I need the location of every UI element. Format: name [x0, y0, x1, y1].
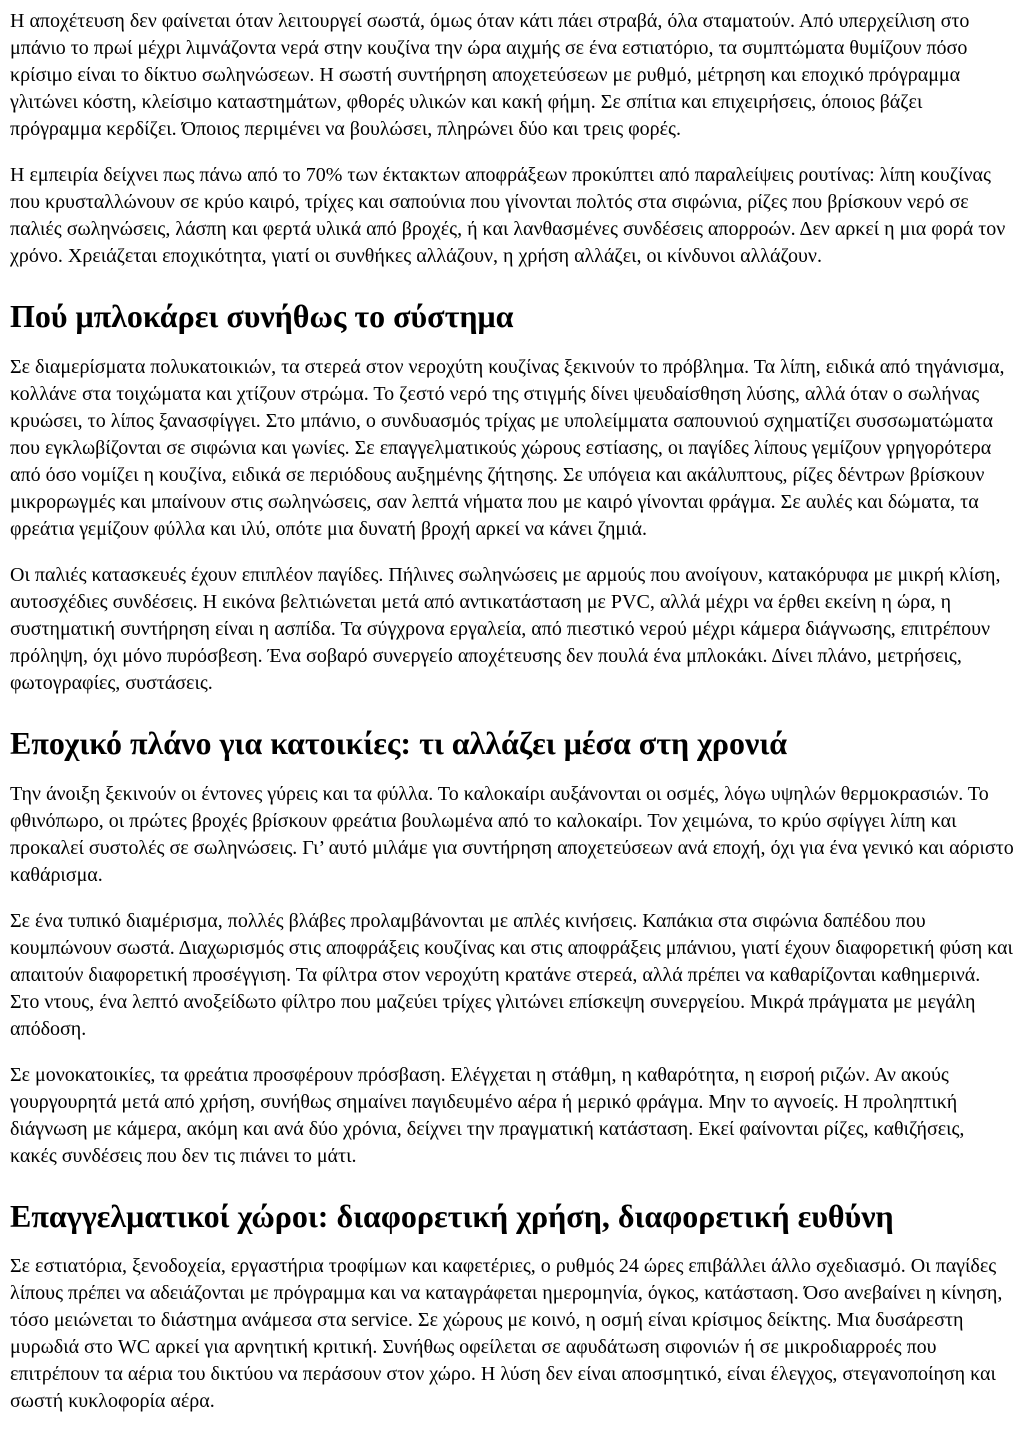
- paragraph-old-constructions: Οι παλιές κατασκευές έχουν επιπλέον παγίδες. Πήλινες σωληνώσεις με αρμούς που ανοίγουν, κατακόρυφα με μικρή κλίση, αυτοσχέδιες συνδέσεις. Η εικόνα βελτιώνεται μετά από αντικατάσταση με PVC, αλλά μέχρι να έρθει εκείνη η ώρα, η συστηματική συντήρηση είναι η ασπίδα. Τα σύγχρονα εργαλεία, από πιεστικό νερού μέχρι κάμερα διάγνωσης, επιτρέπουν πρόληψη, όχι μόνο πυρόσβεση. Ένα σοβαρό συνεργείο αποχέτευσης δεν πουλά ένα μπλοκάκι. Δίνει πλάνο, μετρήσεις, φωτογραφίες, συστάσεις.: [10, 563, 1001, 694]
- intro-paragraph-2: Η εμπειρία δείχνει πως πάνω από το 70% των έκτακτων αποφράξεων προκύπτει από παραλείψεις ρουτίνας: λίπη κουζίνας που κρυσταλλώνουν σε κρύο καιρό, τρίχες και σαπούνια που γίνονται πολτός στα σιφώνια, ρίζες που βρίσκουν νερό σε παλιές σωληνώσεις, λάσπη και φερτά υλικά από βροχές, ή και λανθασμένες συνδέσεις απορροών. Δεν αρκεί η μια φορά τον χρόνο. Χρειάζεται εποχικότητα, γιατί οι συνθήκες αλλάζουν, η χρήση αλλάζει, οι κίνδυνοι αλλάζουν.: [10, 164, 1006, 267]
- paragraph-detached-houses: Σε μονοκατοικίες, τα φρεάτια προσφέρουν πρόσβαση. Ελέγχεται η στάθμη, η καθαρότητα, η εισροή ριζών. Αν ακούς γουργουρητά μετά από χρήση, συνήθως σημαίνει παγιδευμένο αέρα ή μερικό φράγμα. Μην το αγνοείς. Η προληπτική διάγνωση με κάμερα, ακόμη και ανά δύο χρόνια, δείχνει την πραγματική κατάσταση. Εκεί φαίνονται ρίζες, καθιζήσεις, κακές συνδέσεις που δεν τις πιάνει το μάτι.: [10, 1063, 965, 1167]
- paragraph-apartment-blockages: Σε διαμερίσματα πολυκατοικιών, τα στερεά στον νεροχύτη κουζίνας ξεκινούν το πρόβλημα. Τα λίπη, ειδικά από τηγάνισμα, κολλάνε στα τοιχώματα και χτίζουν στρώμα. Το ζεστό νερό της στιγμής δίνει ψευδαίσθηση λύσης, αλλά όταν ο σωλήνας κρυώσει, το λίπος ξανασφίγγει. Στο μπάνιο, ο συνδυασμός τρίχας με υπολείμματα σαπουνιού σχηματίζει συσσωματώματα που εγκλωβίζονται σε σιφώνια και γωνίες. Σε επαγγελματικούς χώρους εστίασης, οι παγίδες λίπους γεμίζουν γρηγορότερα από όσο νομίζει η κουζίνα, ειδικά σε περιόδους αυξημένης ζήτησης. Σε υπόγεια και ακάλυπτους, ρίζες δέντρων βρίσκουν μικρορωγμές και μπαίνουν στις σωληνώσεις, σαν λεπτά νήματα που με καιρό γίνονται φράγμα. Σε αυλές και δώματα, τα φρεάτια γεμίζουν φύλλα και ιλύ, οπότε μια δυνατή βροχή αρκεί να κάνει ζημιά.: [10, 355, 1005, 540]
- section-heading-commercial-spaces: Επαγγελματικοί χώροι: διαφορετική χρήση, διαφορετική ευθύνη: [10, 1197, 894, 1234]
- intro-paragraph-1: Η αποχέτευση δεν φαίνεται όταν λειτουργεί σωστά, όμως όταν κάτι πάει στραβά, όλα σταματούν. Από υπερχείλιση στο μπάνιο το πρωί μέχρι λιμνάζοντα νερά στην κουζίνα την ώρα αιχμής σε ένα εστιατόριο, τα συμπτώματα θυμίζουν πόσο κρίσιμο είναι το δίκτυο σωληνώσεων. Η σωστή συντήρηση αποχετεύσεων με ρυθμό, μέτρηση και εποχικό πρόγραμμα γλιτώνει κόστη, κλείσιμο καταστημάτων, φθορές υλικών και κακή φήμη. Σε σπίτια και επιχειρήσεις, όποιος βάζει πρόγραμμα κερδίζει. Όποιος περιμένει να βουλώσει, πληρώνει δύο και τρεις φορές.: [10, 10, 970, 140]
- section-heading-seasonal-plan: Εποχικό πλάνο για κατοικίες: τι αλλάζει μέσα στη χρονιά: [10, 724, 788, 761]
- paragraph-typical-apartment: Σε ένα τυπικό διαμέρισμα, πολλές βλάβες προλαμβάνονται με απλές κινήσεις. Καπάκια στα σιφώνια δαπέδου που κουμπώνουν σωστά. Διαχωρισμός στις αποφράξεις κουζίνας και στις αποφράξεις μπάνιου, γιατί έχουν διαφορετική φύση και απαιτούν διαφορετική προσέγγιση. Τα φίλτρα στον νεροχύτη κρατάνε στερεά, αλλά πρέπει να καθαρίζονται καθημερινά. Στο ντους, ένα λεπτό ανοξείδωτο φίλτρο που μαζεύει τρίχες γλιτώνει επίσκεψη συνεργείου. Μικρά πράγματα με μεγάλη απόδοση.: [10, 909, 1013, 1040]
- section-heading-where-system-blocks: Πού μπλοκάρει συνήθως το σύστημα: [10, 298, 514, 334]
- article: [10, 8, 1014, 1415]
- paragraph-commercial: Σε εστιατόρια, ξενοδοχεία, εργαστήρια τροφίμων και καφετέριες, ο ρυθμός 24 ώρες επιβάλλει άλλο σχεδιασμό. Οι παγίδες λίπους πρέπει να αδειάζονται με πρόγραμμα και να καταγράφεται ημερομηνία, όγκος, κατάσταση. Όσο ανεβαίνει η κίνηση, τόσο μειώνεται το διάστημα ανάμεσα στα service. Σε χώρους με κοινό, η οσμή είναι κρίσιμος δείκτης. Μια δυσάρεστη μυρωδιά στο WC αρκεί για αρνητική κριτική. Συνήθως οφείλεται σε αφυδάτωση σιφονιών ή σε μικροδιαρροές που επιτρέπουν τα αέρια του δικτύου να περάσουν στον χώρο. Η λύση δεν είναι αποσμητικό, είναι έλεγχος, στεγανοποίηση και σωστή κυκλοφορία αέρα.: [10, 1255, 1003, 1413]
- paragraph-seasons: Την άνοιξη ξεκινούν οι έντονες γύρεις και τα φύλλα. Το καλοκαίρι αυξάνονται οι οσμές, λόγω υψηλών θερμοκρασιών. Το φθινόπωρο, οι πρώτες βροχές βρίσκουν φρεάτια βουλωμένα από το καλοκαίρι. Τον χειμώνα, το κρύο σφίγγει λίπη και προκαλεί συστολές σε σωληνώσεις. Γι’ αυτό μιλάμε για συντήρηση αποχετεύσεων ανά εποχή, όχι για ένα γενικό και αόριστο καθάρισμα.: [10, 782, 1014, 886]
